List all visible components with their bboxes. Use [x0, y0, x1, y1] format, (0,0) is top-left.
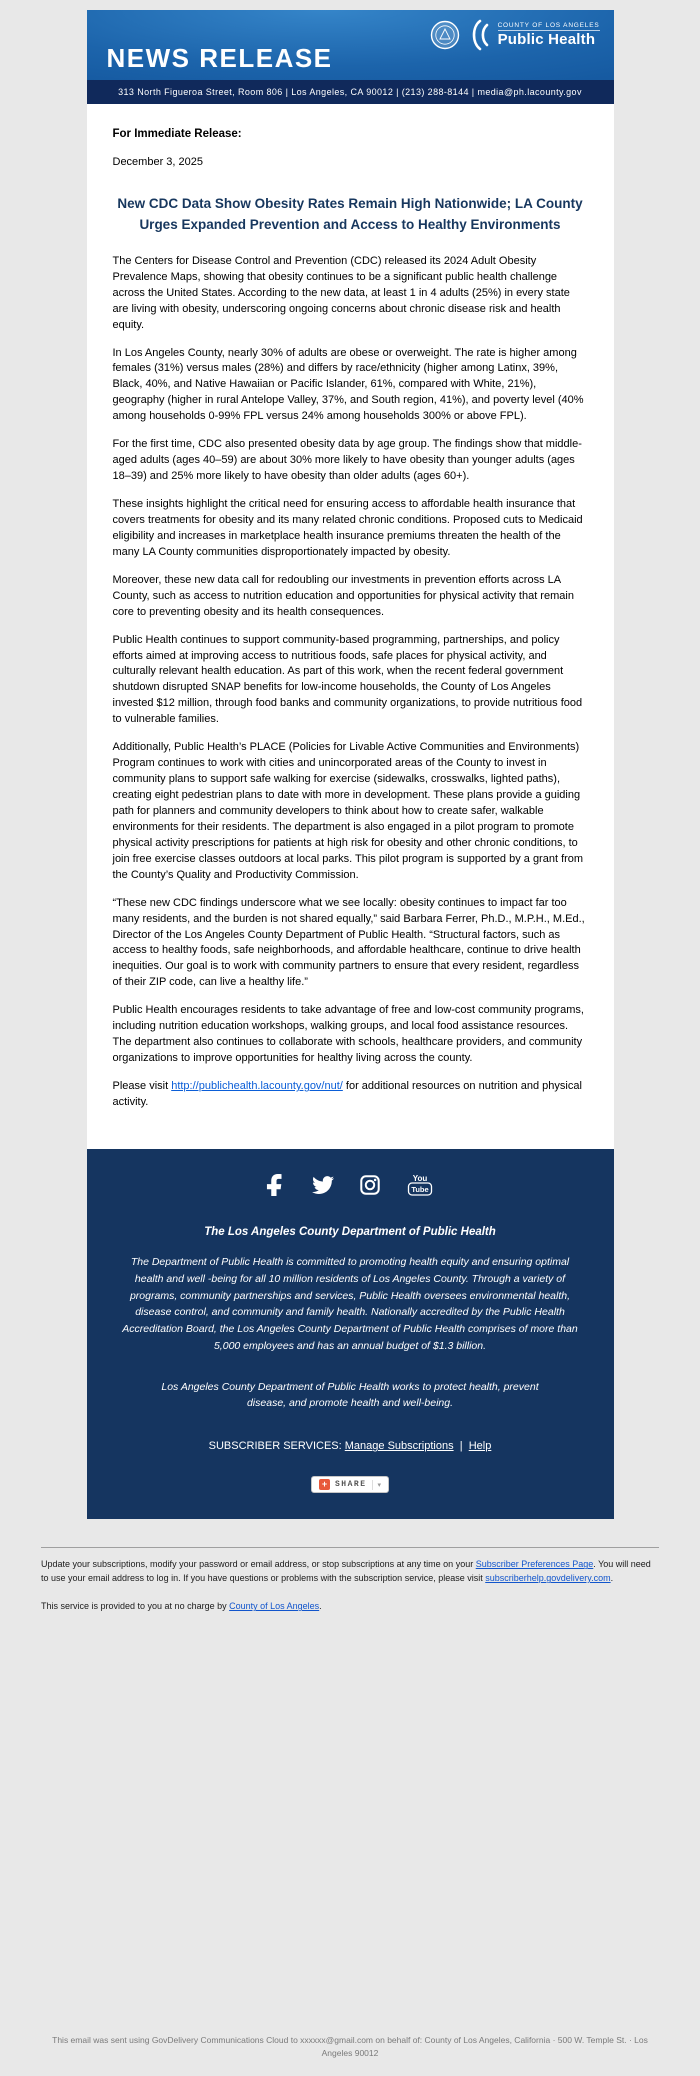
link-paragraph-after: for additional resources on nutrition and physical activity. [112, 1080, 582, 1108]
link-paragraph-before: Please visit [112, 1080, 172, 1093]
govdelivery-footer [41, 1547, 659, 1614]
subscriber-services-label: SUBSCRIBER SERVICES: [208, 1440, 342, 1453]
youtube-link[interactable] [405, 1173, 435, 1202]
update-text-part2: . You will need to use your email address to log in. If you have questions or problems with the subscription service, please visit [41, 1559, 651, 1584]
body-paragraph-with-link [113, 1079, 588, 1111]
nutrition-resources-link[interactable]: http://publichealth.lacounty.gov/nut/ [171, 1080, 343, 1093]
email-footer [87, 1149, 614, 1519]
body-paragraph: For the first time, CDC also presented obesity data by age group. The findings show that middle-aged adults (ages 40–59) are about 30% more likely to have obesity than younger adults (ages 18–39) and 25% more likely to have obesity than older adults (ages 60+). [112, 438, 582, 483]
subscriber-preferences-link[interactable]: Subscriber Preferences Page [475, 1559, 594, 1570]
subscriber-separator: | [459, 1440, 463, 1453]
subscription-update-text [41, 1558, 659, 1586]
service-provided-text [41, 1600, 659, 1614]
release-title: New CDC Data Show Obesity Rates Remain High Nationwide; LA County Urges Expanded Prevention and Access to Healthy Environments [117, 196, 583, 232]
twitter-link[interactable] [311, 1174, 335, 1201]
update-text-part3: . [610, 1573, 614, 1584]
share-button-label: SHARE [334, 1480, 367, 1490]
facebook-link[interactable] [265, 1174, 287, 1201]
social-icons-row [117, 1173, 584, 1202]
instagram-link[interactable] [359, 1174, 381, 1201]
service-text-after: . [319, 1601, 322, 1612]
email-sent-note: This email was sent using GovDelivery Communications Cloud to xxxxxx@gmail.com on behalf of: County of Los Angeles, California · 500 W. Temple St. · Los Angeles 90012 [52, 2035, 648, 2058]
county-seal-icon [430, 20, 460, 50]
body-paragraph: “These new CDC findings underscore what we see locally: obesity continues to impact far too many residents, and the burden is not shared equally,” said Barbara Ferrer, Ph.D., M.P.H., M.Ed., Director of the Los Angeles County Department of Public Health. “Structural factors, such as access to healthy foods, safe neighborhoods, and affordable healthcare, continue to drive health inequities. Our goal is to work with community partners to ensure that every resident, regardless of their ZIP code, can live a healthy life.” [112, 896, 585, 989]
body-paragraph: In Los Angeles County, nearly 30% of adults are obese or overweight. The rate is higher among females (31%) versus males (28%) and differs by race/ethnicity (higher among Latinx, 39%, Black, 40%, and Native Hawaiian or Pacific Islander, 61%, compared with White, 21%), geography (higher in rural Antelope Valley, 37%, and South region, 41%), and poverty level (40% among households 0-99% FPL versus 24% among households 300% or above FPL). [112, 346, 584, 423]
svg-text:Tube: Tube [411, 1184, 429, 1194]
for-immediate-release-label: For Immediate Release: [112, 128, 242, 140]
department-title: The Los Angeles County Department of Public Health [204, 1225, 496, 1238]
help-link[interactable]: Help [468, 1440, 492, 1453]
email-container [87, 10, 614, 1519]
logo-county-line: COUNTY OF LOS ANGELES [498, 22, 600, 31]
share-divider [372, 1480, 373, 1490]
share-plus-icon: + [319, 1479, 330, 1490]
body-paragraph: The Centers for Disease Control and Prevention (CDC) released its 2024 Adult Obesity Prevalence Maps, showing that obesity continues to be a significant public health challenge across the United States. According to the new data, at least 1 in 4 adults (25%) in every state are living with obesity, underscoring ongoing concerns about chronic disease risk and health equity. [112, 254, 570, 331]
bottom-spacer [0, 1614, 700, 2034]
instagram-icon [359, 1174, 381, 1201]
share-button[interactable] [311, 1476, 389, 1493]
manage-subscriptions-link[interactable]: Manage Subscriptions [344, 1440, 454, 1453]
header-logo-group [430, 19, 600, 51]
county-of-los-angeles-link[interactable]: County of Los Angeles [229, 1601, 320, 1612]
body-paragraph: Public Health encourages residents to take advantage of free and low-cost community programs, including nutrition education workshops, walking groups, and local food assistance resources. The department also continues to collaborate with schools, healthcare providers, and community organizations to improve opportunities for healthy living across the county. [112, 1004, 584, 1065]
header-banner [87, 10, 614, 80]
subscriberhelp-link[interactable]: subscriberhelp.govdelivery.com [485, 1573, 611, 1584]
twitter-icon [311, 1174, 335, 1201]
news-release-title: NEWS RELEASE [106, 43, 333, 73]
body-paragraph: Moreover, these new data call for redoubling our investments in prevention efforts across LA County, such as access to nutrition education and opportunities for physical activity that remain core to preventing obesity and its health consequences. [112, 573, 574, 618]
release-body [87, 104, 614, 1149]
share-button-wrap [117, 1476, 584, 1493]
public-health-logo [498, 22, 600, 49]
body-paragraph: Public Health continues to support community-based programming, partnerships, and policy efforts aimed at improving access to nutritious foods, safe places for physical activity, and culturally relevant health education. As part of this work, when the recent federal government shutdown disrupted SNAP benefits for low-income households, the County of Los Angeles invested $12 million, through food banks and community organizations, to provide nutritious food to vulnerable families. [112, 633, 583, 726]
body-paragraph: These insights highlight the critical need for ensuring access to affordable health insurance that covers treatments for obesity and its many related chronic conditions. Proposed cuts to Medicaid eligibility and increases in marketplace health insurance premiums threaten the health of the many LA County communities disproportionately impacted by obesity. [112, 498, 583, 558]
svg-text:You: You [412, 1173, 428, 1183]
release-date: December 3, 2025 [112, 156, 203, 168]
facebook-icon [265, 1174, 287, 1201]
youtube-icon [405, 1173, 435, 1202]
department-mission: Los Angeles County Department of Public Health works to protect health, prevent disease, and promote health and well-being. [161, 1380, 539, 1410]
contact-info-bar: 313 North Figueroa Street, Room 806 | Los Angeles, CA 90012 | (213) 288-8144 | media@ph.lacounty.gov [87, 80, 614, 104]
public-health-brackets-icon [469, 19, 489, 51]
department-description: The Department of Public Health is committed to promoting health equity and ensuring optimal health and well -being for all 10 million residents of Los Angeles County. Through a variety of programs, community partnerships and services, Public Health oversees environmental health, disease control, and community and family health. Nationally accredited by the Public Health Accreditation Board, the Los Angeles County Department of Public Health comprises of more than 5,000 employees and has an annual budget of $1.3 billion. [122, 1255, 578, 1352]
update-text-part1: Update your subscriptions, modify your password or email address, or stop subscriptions at any time on your [41, 1559, 476, 1570]
subscriber-services [117, 1440, 584, 1452]
share-caret-icon: ▾ [377, 1481, 382, 1489]
service-text-before: This service is provided to you at no charge by [41, 1601, 230, 1612]
logo-dept-line: Public Health [497, 30, 596, 48]
body-paragraph: Additionally, Public Health’s PLACE (Policies for Livable Active Communities and Environments) Program continues to work with cities and unincorporated areas of the County to invest in community plans to support safe walking for exercise (sidewalks, crosswalks, lighted paths), creating eight pedestrian plans to date with more in development. These plans provide a guiding path for planners and community developers to think about how to create safer, walkable environments for their residents. The department is also engaged in a pilot program to promote physical activity prescriptions for patients at high risk for obesity and other chronic conditions, to join free exercise classes outdoors at local parks. This pilot program is supported by a grant from the County’s Quality and Productivity Commission. [112, 741, 584, 881]
